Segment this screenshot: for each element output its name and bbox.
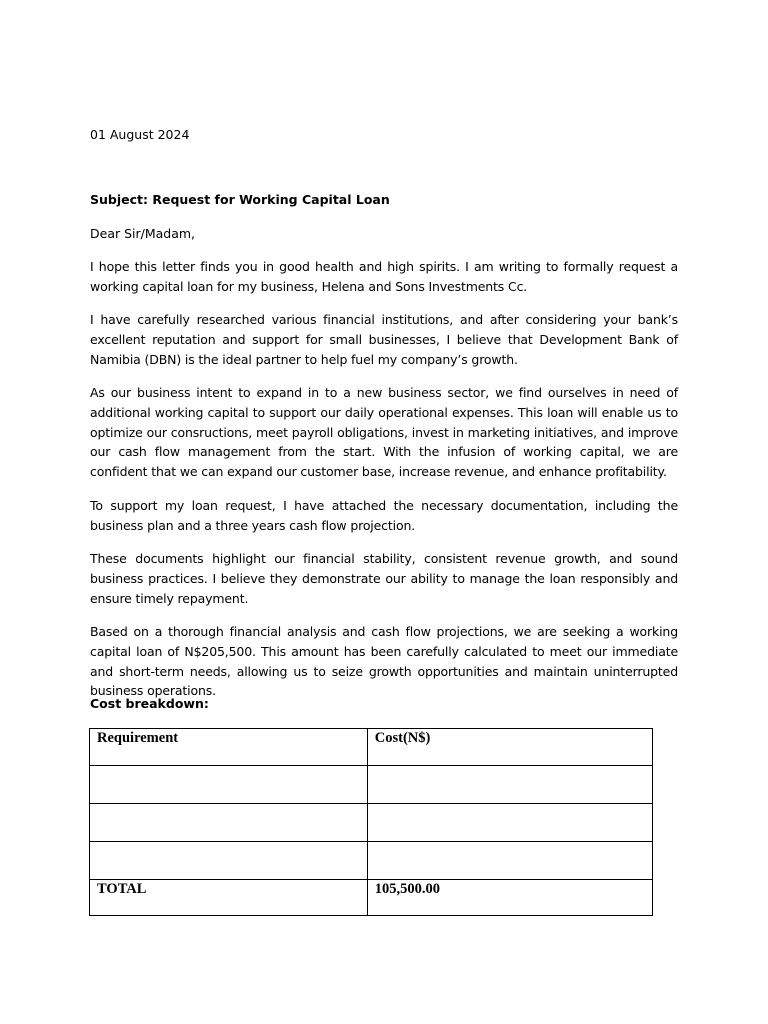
table-header-row <box>90 729 653 766</box>
letter-salutation: Dear Sir/Madam, <box>90 226 196 241</box>
table-row <box>90 804 653 842</box>
table-cell <box>367 842 652 880</box>
table-cell <box>90 842 368 880</box>
cost-breakdown-heading: Cost breakdown: <box>90 696 209 711</box>
total-label: TOTAL <box>90 880 368 916</box>
paragraph-intro: I hope this letter finds you in good health and high spirits. I am writing to formally request a working capital loan for my business, Helena and Sons Investments Cc. <box>90 259 678 294</box>
total-value: 105,500.00 <box>367 880 652 916</box>
paragraph-purpose: As our business intent to expand in to a new business sector, we find ourselves in need of additional working capital to support our daily operational expenses. This loan will enable us to optimize our consructions, meet payroll obligations, invest in marketing initiatives, and improve our cash flow management from the start. With the infusion of working capital, we are confident that we can expand our customer base, increase revenue, and enhance profitability. <box>90 385 678 480</box>
table-cell <box>90 766 368 804</box>
paragraph-documentation: To support my loan request, I have attached the necessary documentation, including the business plan and a three years cash flow projection. <box>90 498 678 533</box>
header-cost: Cost(N$) <box>367 729 652 766</box>
header-requirement: Requirement <box>90 729 368 766</box>
table-cell <box>90 804 368 842</box>
paragraph-bank-choice: I have carefully researched various financial institutions, and after considering your bank’s excellent reputation and support for small businesses, I believe that Development Bank of Namibia (DBN) is the ideal partner to help fuel my company’s growth. <box>90 312 678 367</box>
table-row <box>90 766 653 804</box>
paragraph-loan-amount: Based on a thorough financial analysis and cash flow projections, we are seeking a working capital loan of N$205,500. This amount has been carefully calculated to meet our immediate and short-term needs, allowing us to seize growth opportunities and maintain uninterrupted business operations. <box>90 624 678 699</box>
letter-subject: Subject: Request for Working Capital Loan <box>90 192 390 207</box>
paragraph-stability: These documents highlight our financial stability, consistent revenue growth, and sound business practices. I believe they demonstrate our ability to manage the loan responsibly and ensure timely repayment. <box>90 551 678 606</box>
table-cell <box>367 766 652 804</box>
cost-breakdown-table <box>89 728 653 916</box>
letter-date: 01 August 2024 <box>90 127 190 142</box>
table-row <box>90 842 653 880</box>
table-total-row <box>90 880 653 916</box>
table-cell <box>367 804 652 842</box>
